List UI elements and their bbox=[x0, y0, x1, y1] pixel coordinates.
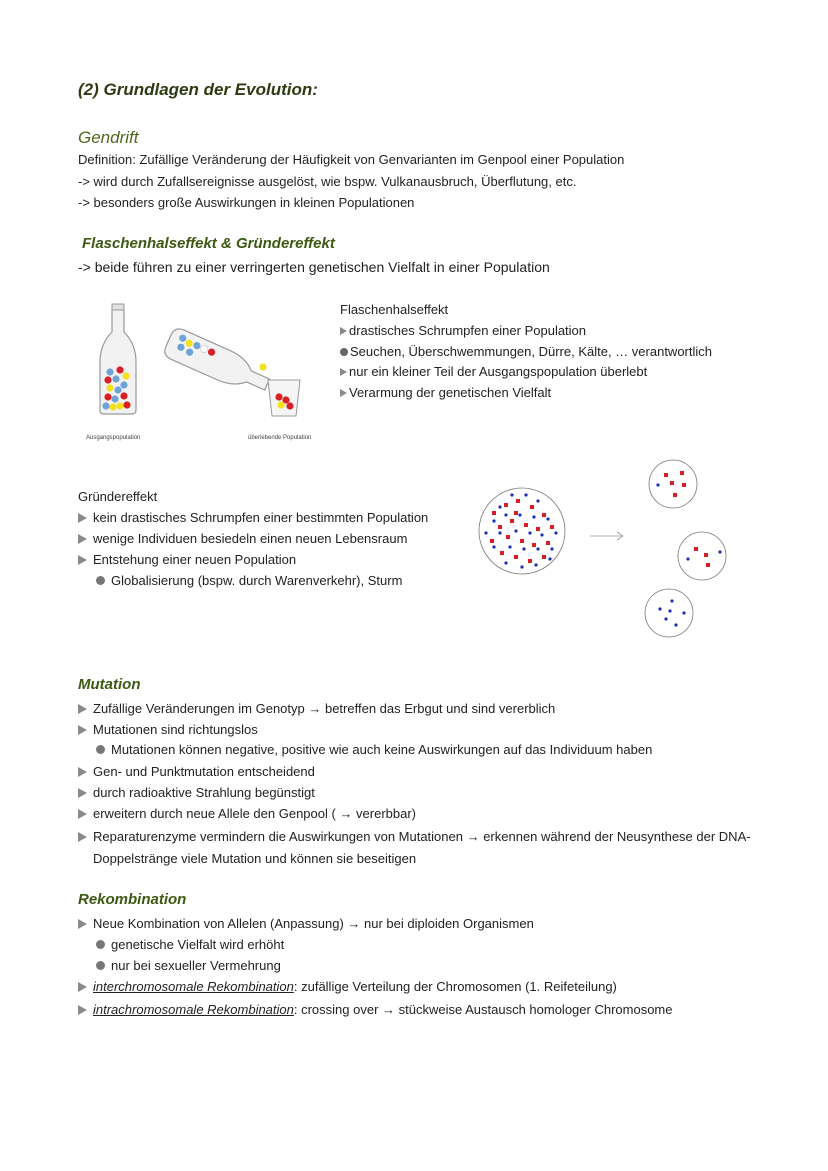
list-item: durch radioaktive Strahlung begünstigt bbox=[78, 785, 315, 800]
triangle-bullet-icon bbox=[340, 327, 347, 335]
list-item: Entstehung einer neuen Population bbox=[78, 552, 296, 567]
triangle-bullet-icon bbox=[78, 725, 87, 735]
glass-icon bbox=[268, 380, 300, 416]
list-item: interchromosomale Rekombination: zufällige Verteilung der Chromosomen (1. Reifeteilung) bbox=[78, 979, 617, 994]
list-subitem: Globalisierung (bspw. durch Warenverkehr), Sturm bbox=[96, 573, 402, 588]
triangle-bullet-icon bbox=[340, 389, 347, 397]
triangle-bullet-icon bbox=[78, 534, 87, 544]
list-item: erweitern durch neue Allele den Genpool ( → vererbbar) bbox=[78, 806, 416, 821]
flaschenhals-heading: Flaschenhalseffekt bbox=[340, 302, 449, 317]
gendrift-heading: Gendrift bbox=[78, 128, 139, 147]
founder-effect-illustration bbox=[470, 455, 730, 645]
flaschenhals-gruender-line: -> beide führen zu einer verringerten genetischen Vielfalt in einer Population bbox=[78, 259, 550, 275]
triangle-bullet-icon bbox=[78, 809, 87, 819]
list-item: wenige Individuen besiedeln einen neuen Lebensraum bbox=[78, 531, 407, 546]
triangle-bullet-icon bbox=[78, 982, 87, 992]
caption-ueberlebende-population: überlebende Population bbox=[248, 435, 312, 441]
triangle-bullet-icon bbox=[78, 704, 87, 714]
list-item: kein drastisches Schrumpfen einer bestimmten Population bbox=[78, 510, 428, 525]
triangle-bullet-icon bbox=[78, 832, 87, 842]
rekombination-heading: Rekombination bbox=[78, 891, 187, 908]
triangle-bullet-icon bbox=[78, 767, 87, 777]
triangle-bullet-icon bbox=[78, 555, 87, 565]
triangle-bullet-icon bbox=[78, 919, 87, 929]
list-item: Verarmung der genetischen Vielfalt bbox=[340, 385, 551, 400]
gendrift-definition: Definition: Zufällige Veränderung der Häufigkeit von Genvarianten im Genpool einer Population bbox=[78, 152, 625, 167]
list-item: intrachromosomale Rekombination: crossing over → stückweise Austausch homologer Chromosome bbox=[78, 1002, 672, 1017]
list-item-continuation: Doppelstränge viele Mutation und können sie beseitigen bbox=[93, 851, 417, 866]
triangle-bullet-icon bbox=[78, 788, 87, 798]
flaschenhals-gruender-heading: Flaschenhalseffekt & Gründereffekt bbox=[82, 235, 335, 252]
list-subitem: nur bei sexueller Vermehrung bbox=[96, 958, 281, 973]
gendrift-line: -> wird durch Zufallsereignisse ausgelöst, wie bspw. Vulkanausbruch, Überflutung, etc. bbox=[78, 174, 577, 189]
list-item: Seuchen, Überschwemmungen, Dürre, Kälte, … verantwortlich bbox=[340, 344, 712, 359]
list-item: Mutationen sind richtungslos bbox=[78, 722, 258, 737]
circle-bullet-icon bbox=[340, 348, 348, 356]
circle-bullet-icon bbox=[96, 576, 105, 585]
tilted-bottle-icon bbox=[162, 326, 274, 399]
list-item: Reparaturenzyme vermindern die Auswirkungen von Mutationen → erkennen während der Neusynthese der DNA- bbox=[78, 829, 751, 844]
gendrift-line: -> besonders große Auswirkungen in kleinen Populationen bbox=[78, 195, 415, 210]
bottleneck-illustration bbox=[80, 300, 340, 450]
triangle-bullet-icon bbox=[78, 513, 87, 523]
gruender-heading: Gründereffekt bbox=[78, 489, 158, 504]
list-subitem: Mutationen können negative, positive wie auch keine Auswirkungen auf das Individuum haben bbox=[96, 742, 652, 757]
list-item: drastisches Schrumpfen einer Population bbox=[340, 323, 586, 338]
circle-bullet-icon bbox=[96, 961, 105, 970]
circle-bullet-icon bbox=[96, 940, 105, 949]
mutation-heading: Mutation bbox=[78, 676, 141, 693]
list-item: Neue Kombination von Allelen (Anpassung) → nur bei diploiden Organismen bbox=[78, 916, 534, 931]
bottle-icon bbox=[100, 304, 136, 414]
page-title: (2) Grundlagen der Evolution: bbox=[78, 80, 318, 99]
triangle-bullet-icon bbox=[340, 368, 347, 376]
list-item: Zufällige Veränderungen im Genotyp → betreffen das Erbgut und sind vererblich bbox=[78, 701, 555, 716]
circle-bullet-icon bbox=[96, 745, 105, 754]
list-item: Gen- und Punktmutation entscheidend bbox=[78, 764, 315, 779]
caption-ausgangspopulation: Ausgangspopulation bbox=[86, 435, 141, 441]
list-subitem: genetische Vielfalt wird erhöht bbox=[96, 937, 284, 952]
triangle-bullet-icon bbox=[78, 1005, 87, 1015]
list-item: nur ein kleiner Teil der Ausgangspopulation überlebt bbox=[340, 364, 647, 379]
